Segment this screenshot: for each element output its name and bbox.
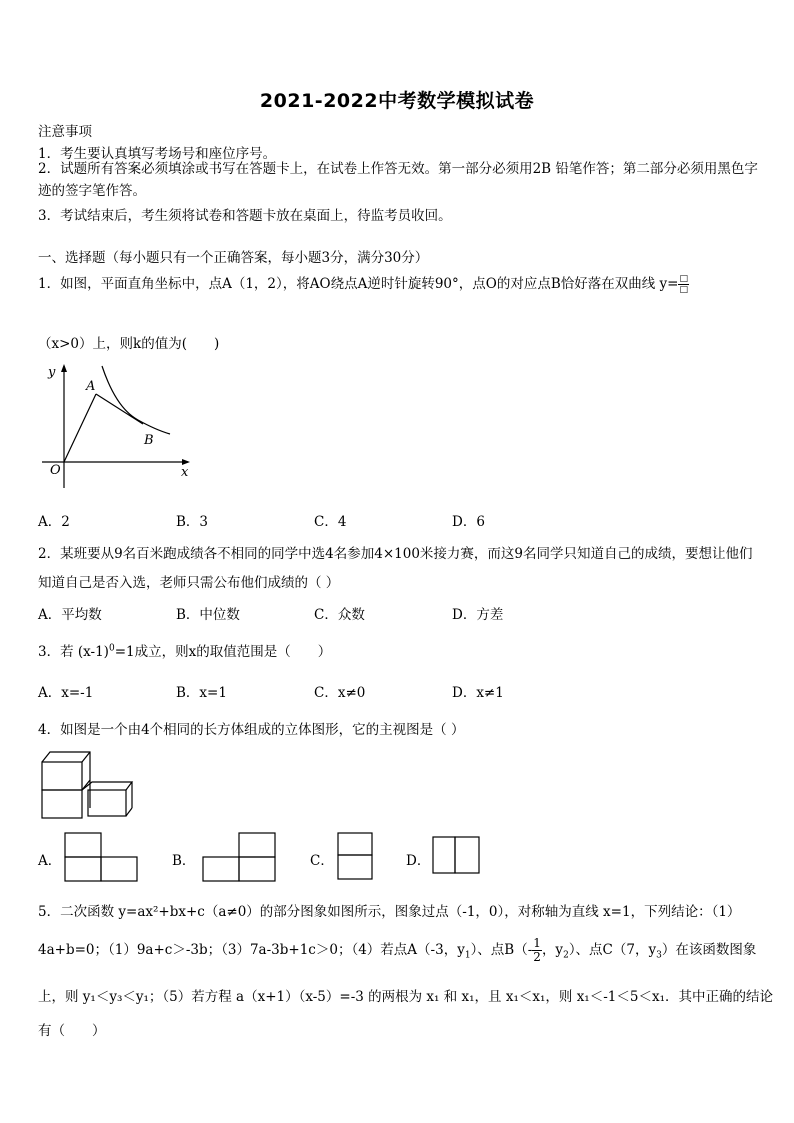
y-axis-arrow (61, 364, 67, 372)
q1-frac-den: □ (679, 285, 688, 295)
section-heading: 一、选择题（每小题只有一个正确答案，每小题3分，满分30分） (38, 250, 429, 266)
q5-sub-2: 2 (563, 950, 569, 961)
label-y: y (48, 365, 56, 380)
q3-exponent: 0 (108, 643, 115, 654)
q3-option-b[interactable]: B．x=1 (176, 685, 227, 701)
q3-text-b: =1成立，则x的取值范围是（ ） (114, 644, 332, 660)
q5-line-2 (38, 937, 756, 964)
q3-text (38, 640, 331, 660)
label-a: A (86, 379, 96, 394)
q5-line-2c: ，y (541, 942, 564, 958)
q3-option-c[interactable]: C．x≠0 (314, 685, 366, 701)
q5-sub-1: 1 (464, 950, 471, 961)
notice-heading: 注意事项 (38, 124, 92, 140)
q4-text: 4．如图是一个由4个相同的长方体组成的立体图形，它的主视图是（ ） (38, 722, 465, 738)
q4-option-b[interactable]: B． (172, 853, 196, 869)
q2-option-d[interactable]: D．方差 (452, 607, 504, 623)
q4-option-a[interactable]: A． (38, 853, 62, 869)
q1-figure (38, 362, 198, 494)
q3-option-d[interactable]: D．x≠1 (452, 685, 504, 701)
q5-fraction (532, 937, 542, 964)
q5-line-3: 上，则 y₁＜y₃＜y₁；（5）若方程 a（x+1）（x-5）=-3 的两根为 x₁ 和 x₁，且 x₁＜x₁，则 x₁＜-1＜5＜x₁．其中正确的结论 (38, 989, 773, 1005)
q1-option-c[interactable]: C．4 (314, 514, 347, 530)
q2-option-a[interactable]: A．平均数 (38, 607, 102, 623)
q1-stem: 1．如图，平面直角坐标中，点A（1，2），将AO绕点A逆时针旋转90°，点O的对应点B恰好落在双曲线 y= (38, 276, 679, 292)
q5-line-2d: ）、点C（7，y (568, 942, 657, 958)
q1-option-d[interactable]: D．6 (452, 514, 485, 530)
q4-option-d[interactable]: D． (406, 853, 431, 869)
notice-item-2: 2．试题所有答案必须填涂或书写在答题卡上，在试卷上作答无效。第一部分必须用2B 铅笔作答；第二部分必须用黑色字迹的签字笔作答。 (38, 161, 758, 199)
q2-option-c[interactable]: C．众数 (314, 607, 365, 623)
q1-option-b[interactable]: B．3 (176, 514, 209, 530)
q5-sub-3: 3 (656, 950, 662, 961)
segment-oa (64, 394, 96, 462)
notice-item-3: 3．考试结束后，考生须将试卷和答题卡放在桌面上，待监考员收回。 (38, 208, 452, 224)
q4-option-c-figure[interactable] (337, 832, 375, 882)
label-o: O (50, 463, 61, 478)
q1-text2: （x>0）上，则k的值为( ) (38, 336, 220, 352)
label-x: x (181, 465, 189, 480)
q1-text (38, 272, 689, 295)
q4-option-a-figure[interactable] (64, 832, 140, 882)
q1-fraction (678, 274, 689, 295)
page-title: 2021-2022中考数学模拟试卷 (259, 90, 535, 112)
q4-option-b-figure[interactable] (202, 832, 278, 882)
q3-text-a: 3．若 (x-1) (38, 644, 109, 660)
q2-text: 2．某班要从9名百米跑成绩各不相同的同学中选4名参加4×100米接力赛，而这9名同学只知道自己的成绩，要想让他们知道自己是否入选，老师只需公布他们成绩的（ ） (38, 546, 753, 591)
q3-option-a[interactable]: A．x=-1 (38, 685, 94, 701)
q4-option-d-figure[interactable] (432, 836, 482, 876)
label-b: B (144, 433, 154, 448)
q1-frac-num: □ (679, 274, 688, 284)
q2-option-b[interactable]: B．中位数 (176, 607, 240, 623)
q5-line-4: 有（ ） (38, 1023, 106, 1039)
hyperbola-curve (102, 366, 170, 434)
q5-line-1: 5．二次函数 y=ax²+bx+c（a≠0）的部分图象如图所示，图象过点（-1，0），对称轴为直线 x=1，下列结论：（1） (38, 904, 741, 920)
q4-solid-figure (40, 750, 132, 820)
q5-line-2e: ）在该函数图象 (661, 942, 757, 958)
notice-item-1: 1．考生要认真填写考场号和座位序号。 (38, 146, 277, 162)
q5-line-2a: 4a+b=0；（1）9a+c＞-3b；（3）7a-3b+1c＞0；（4）若点A（-3，y (38, 942, 465, 958)
q5-frac-num: 1 (533, 936, 541, 950)
q1-option-a[interactable]: A．2 (38, 514, 70, 530)
q5-line-2b: ）、点B（- (470, 942, 533, 958)
q4-option-c[interactable]: C． (310, 853, 334, 869)
q5-frac-den: 2 (533, 950, 541, 964)
